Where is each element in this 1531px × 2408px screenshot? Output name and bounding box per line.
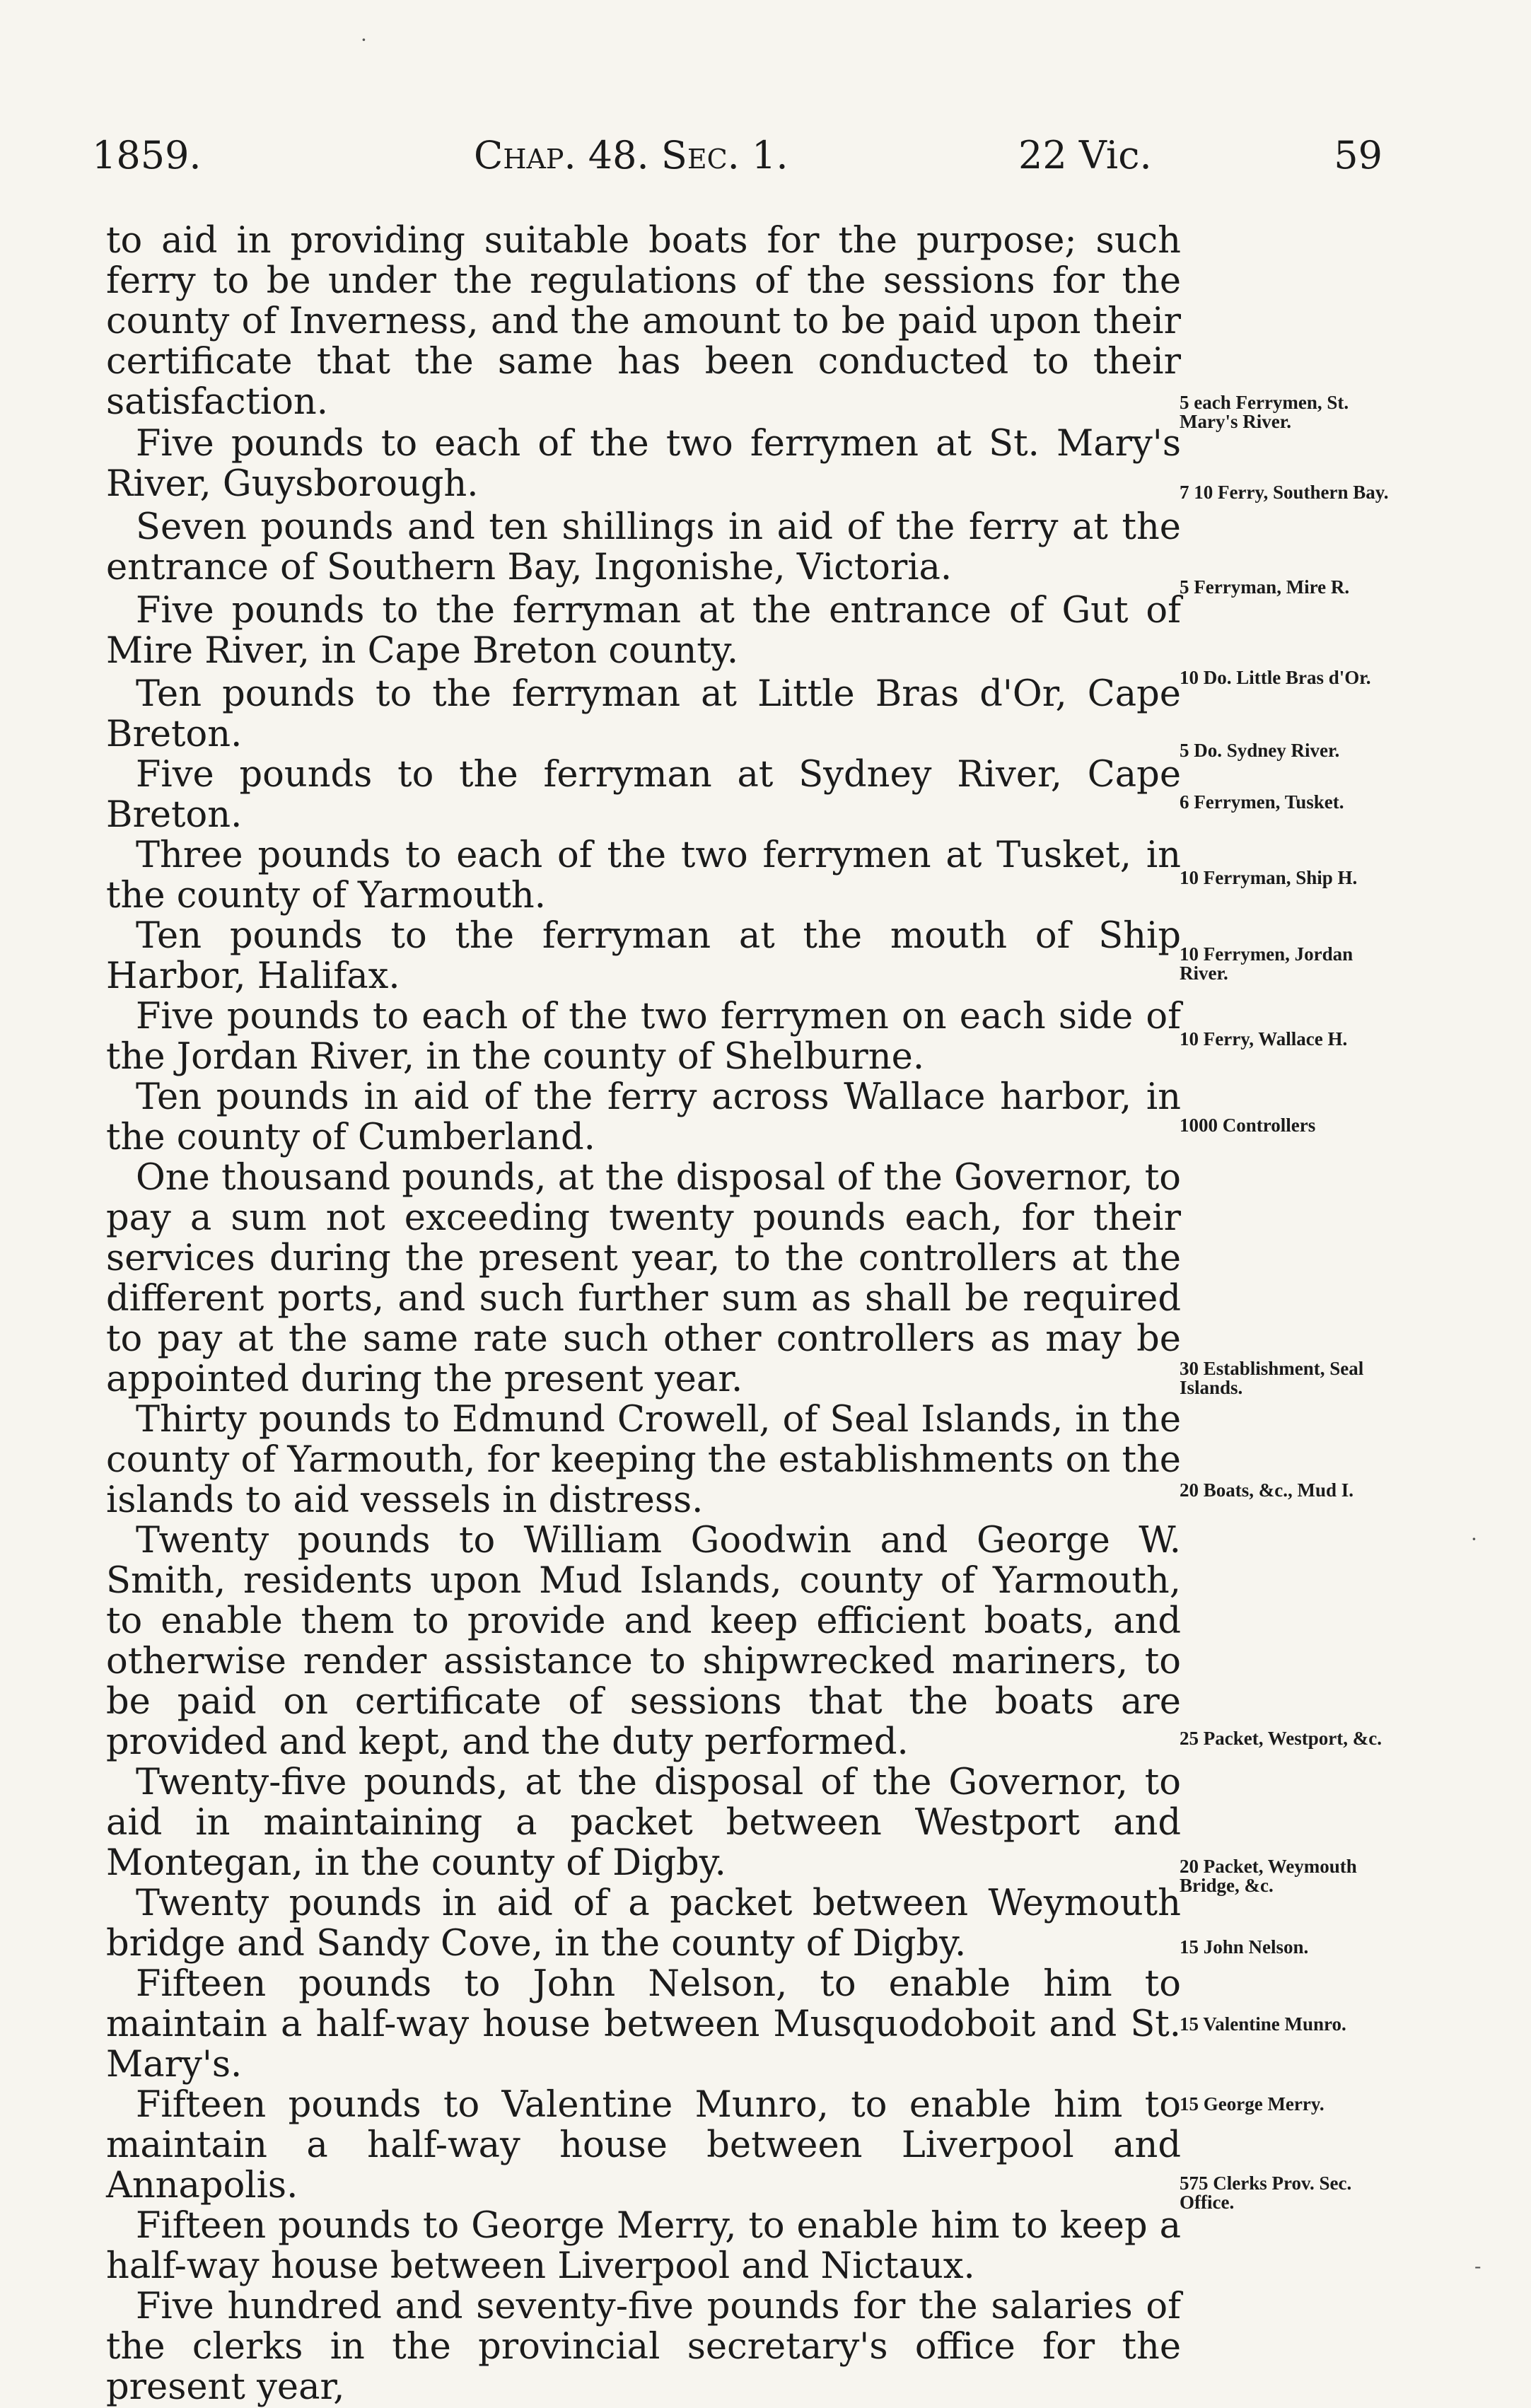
paragraph: Fifteen pounds to Valentine Munro, to enable him to maintain a half-way house between Liverpool and Annapolis. — [106, 2084, 1181, 2206]
margin-note: 20 Packet, Weymouth Bridge, &c. — [1180, 1856, 1357, 1896]
margin-note: 15 Valentine Munro. — [1180, 2013, 1346, 2035]
margin-note: 5 Do. Sydney River. — [1180, 740, 1340, 761]
paragraph: to aid in providing suitable boats for the purpose; such ferry to be under the regulations of the sessions for the county of Inverness, and the amount to be paid upon their certificate that the same has been conducted to their satisfaction. — [106, 220, 1181, 423]
paragraph: One thousand pounds, at the disposal of the Governor, to pay a sum not exceeding twenty pounds each, for their services during the present year, to the controllers at the different ports, and such further sum as shall be required to pay at the same rate such other controllers as may be appointed during the present year. — [106, 1157, 1181, 1400]
paragraph: Five pounds to the ferryman at Sydney River, Cape Breton. — [106, 754, 1181, 836]
body-text — [106, 221, 1181, 2407]
margin-note: 1000 Controllers — [1180, 1115, 1316, 1136]
paragraph: Seven pounds and ten shillings in aid of the ferry at the entrance of Southern Bay, Ingonishe, Victoria. — [106, 506, 1181, 588]
running-header — [92, 133, 1382, 190]
margin-note: 30 Establishment, Seal Islands. — [1180, 1358, 1364, 1398]
page-number: 59 — [1334, 133, 1382, 178]
paragraph: Fifteen pounds to John Nelson, to enable him to maintain a half-way house between Musquodoboit and St. Mary's. — [106, 1963, 1181, 2086]
paragraph: Five pounds to each of the two ferrymen on each side of the Jordan River, in the county of Shelburne. — [106, 996, 1181, 1078]
paragraph: Five pounds to each of the two ferrymen at St. Mary's River, Guysborough. — [106, 423, 1181, 505]
paragraph: Twenty-five pounds, at the disposal of the Governor, to aid in maintaining a packet between Westport and Montegan, in the county of Digby. — [106, 1762, 1181, 1884]
margin-note: 10 Ferrymen, Jordan River. — [1180, 943, 1354, 984]
margin-note: 5 each Ferrymen, St. Mary's River. — [1180, 392, 1349, 432]
ink-speck: - — [1474, 2255, 1481, 2278]
paragraph: Thirty pounds to Edmund Crowell, of Seal Islands, in the county of Yarmouth, for keeping the establishments on the islands to aid vessels in distress. — [106, 1399, 1181, 1521]
paragraph: Ten pounds in aid of the ferry across Wallace harbor, in the county of Cumberland. — [106, 1076, 1181, 1158]
margin-note: 6 Ferrymen, Tusket. — [1180, 791, 1344, 813]
header-regnal-year: 22 Vic. — [1018, 133, 1152, 178]
margin-note: 25 Packet, Westport, &c. — [1180, 1728, 1382, 1749]
margin-note: 20 Boats, &c., Mud I. — [1180, 1479, 1354, 1501]
header-year: 1859. — [92, 133, 202, 178]
paragraph: Fifteen pounds to George Merry, to enable him to keep a half-way house between Liverpool and Nictaux. — [106, 2205, 1181, 2287]
margin-note: 10 Do. Little Bras d'Or. — [1180, 667, 1371, 688]
margin-note: 10 Ferry, Wallace H. — [1180, 1028, 1348, 1049]
paragraph: Three pounds to each of the two ferrymen at Tusket, in the county of Yarmouth. — [106, 834, 1181, 917]
paragraph: Twenty pounds to William Goodwin and George W. Smith, residents upon Mud Islands, county of Yarmouth, to enable them to provide and keep efficient boats, and otherwise render assistance to shipwrecked mariners, to be paid on certificate of sessions that the boats are provided and kept, and the duty performed. — [106, 1520, 1181, 1763]
paragraph: Ten pounds to the ferryman at the mouth of Ship Harbor, Halifax. — [106, 915, 1181, 997]
margin-note: 10 Ferryman, Ship H. — [1180, 867, 1358, 888]
ink-speck: · — [1471, 1528, 1477, 1551]
header-chapter: Chap. 48. Sec. 1. — [474, 133, 788, 178]
margin-note: 15 John Nelson. — [1180, 1936, 1309, 1958]
paragraph: Five pounds to the ferryman at the entrance of Gut of Mire River, in Cape Breton county. — [106, 590, 1181, 672]
paragraph: Five hundred and seventy-five pounds for the salaries of the clerks in the provincial secretary's office for the present year, — [106, 2286, 1181, 2408]
paragraph: Twenty pounds in aid of a packet between Weymouth bridge and Sandy Cove, in the county of Digby. — [106, 1883, 1181, 1965]
margin-note: 7 10 Ferry, Southern Bay. — [1180, 482, 1389, 503]
margin-note: 575 Clerks Prov. Sec. Office. — [1180, 2173, 1352, 2213]
paragraph: Ten pounds to the ferryman at Little Bras d'Or, Cape Breton. — [106, 673, 1181, 755]
margin-note: 15 George Merry. — [1180, 2093, 1325, 2115]
margin-note: 5 Ferryman, Mire R. — [1180, 576, 1350, 598]
ink-speck: · — [361, 28, 367, 52]
